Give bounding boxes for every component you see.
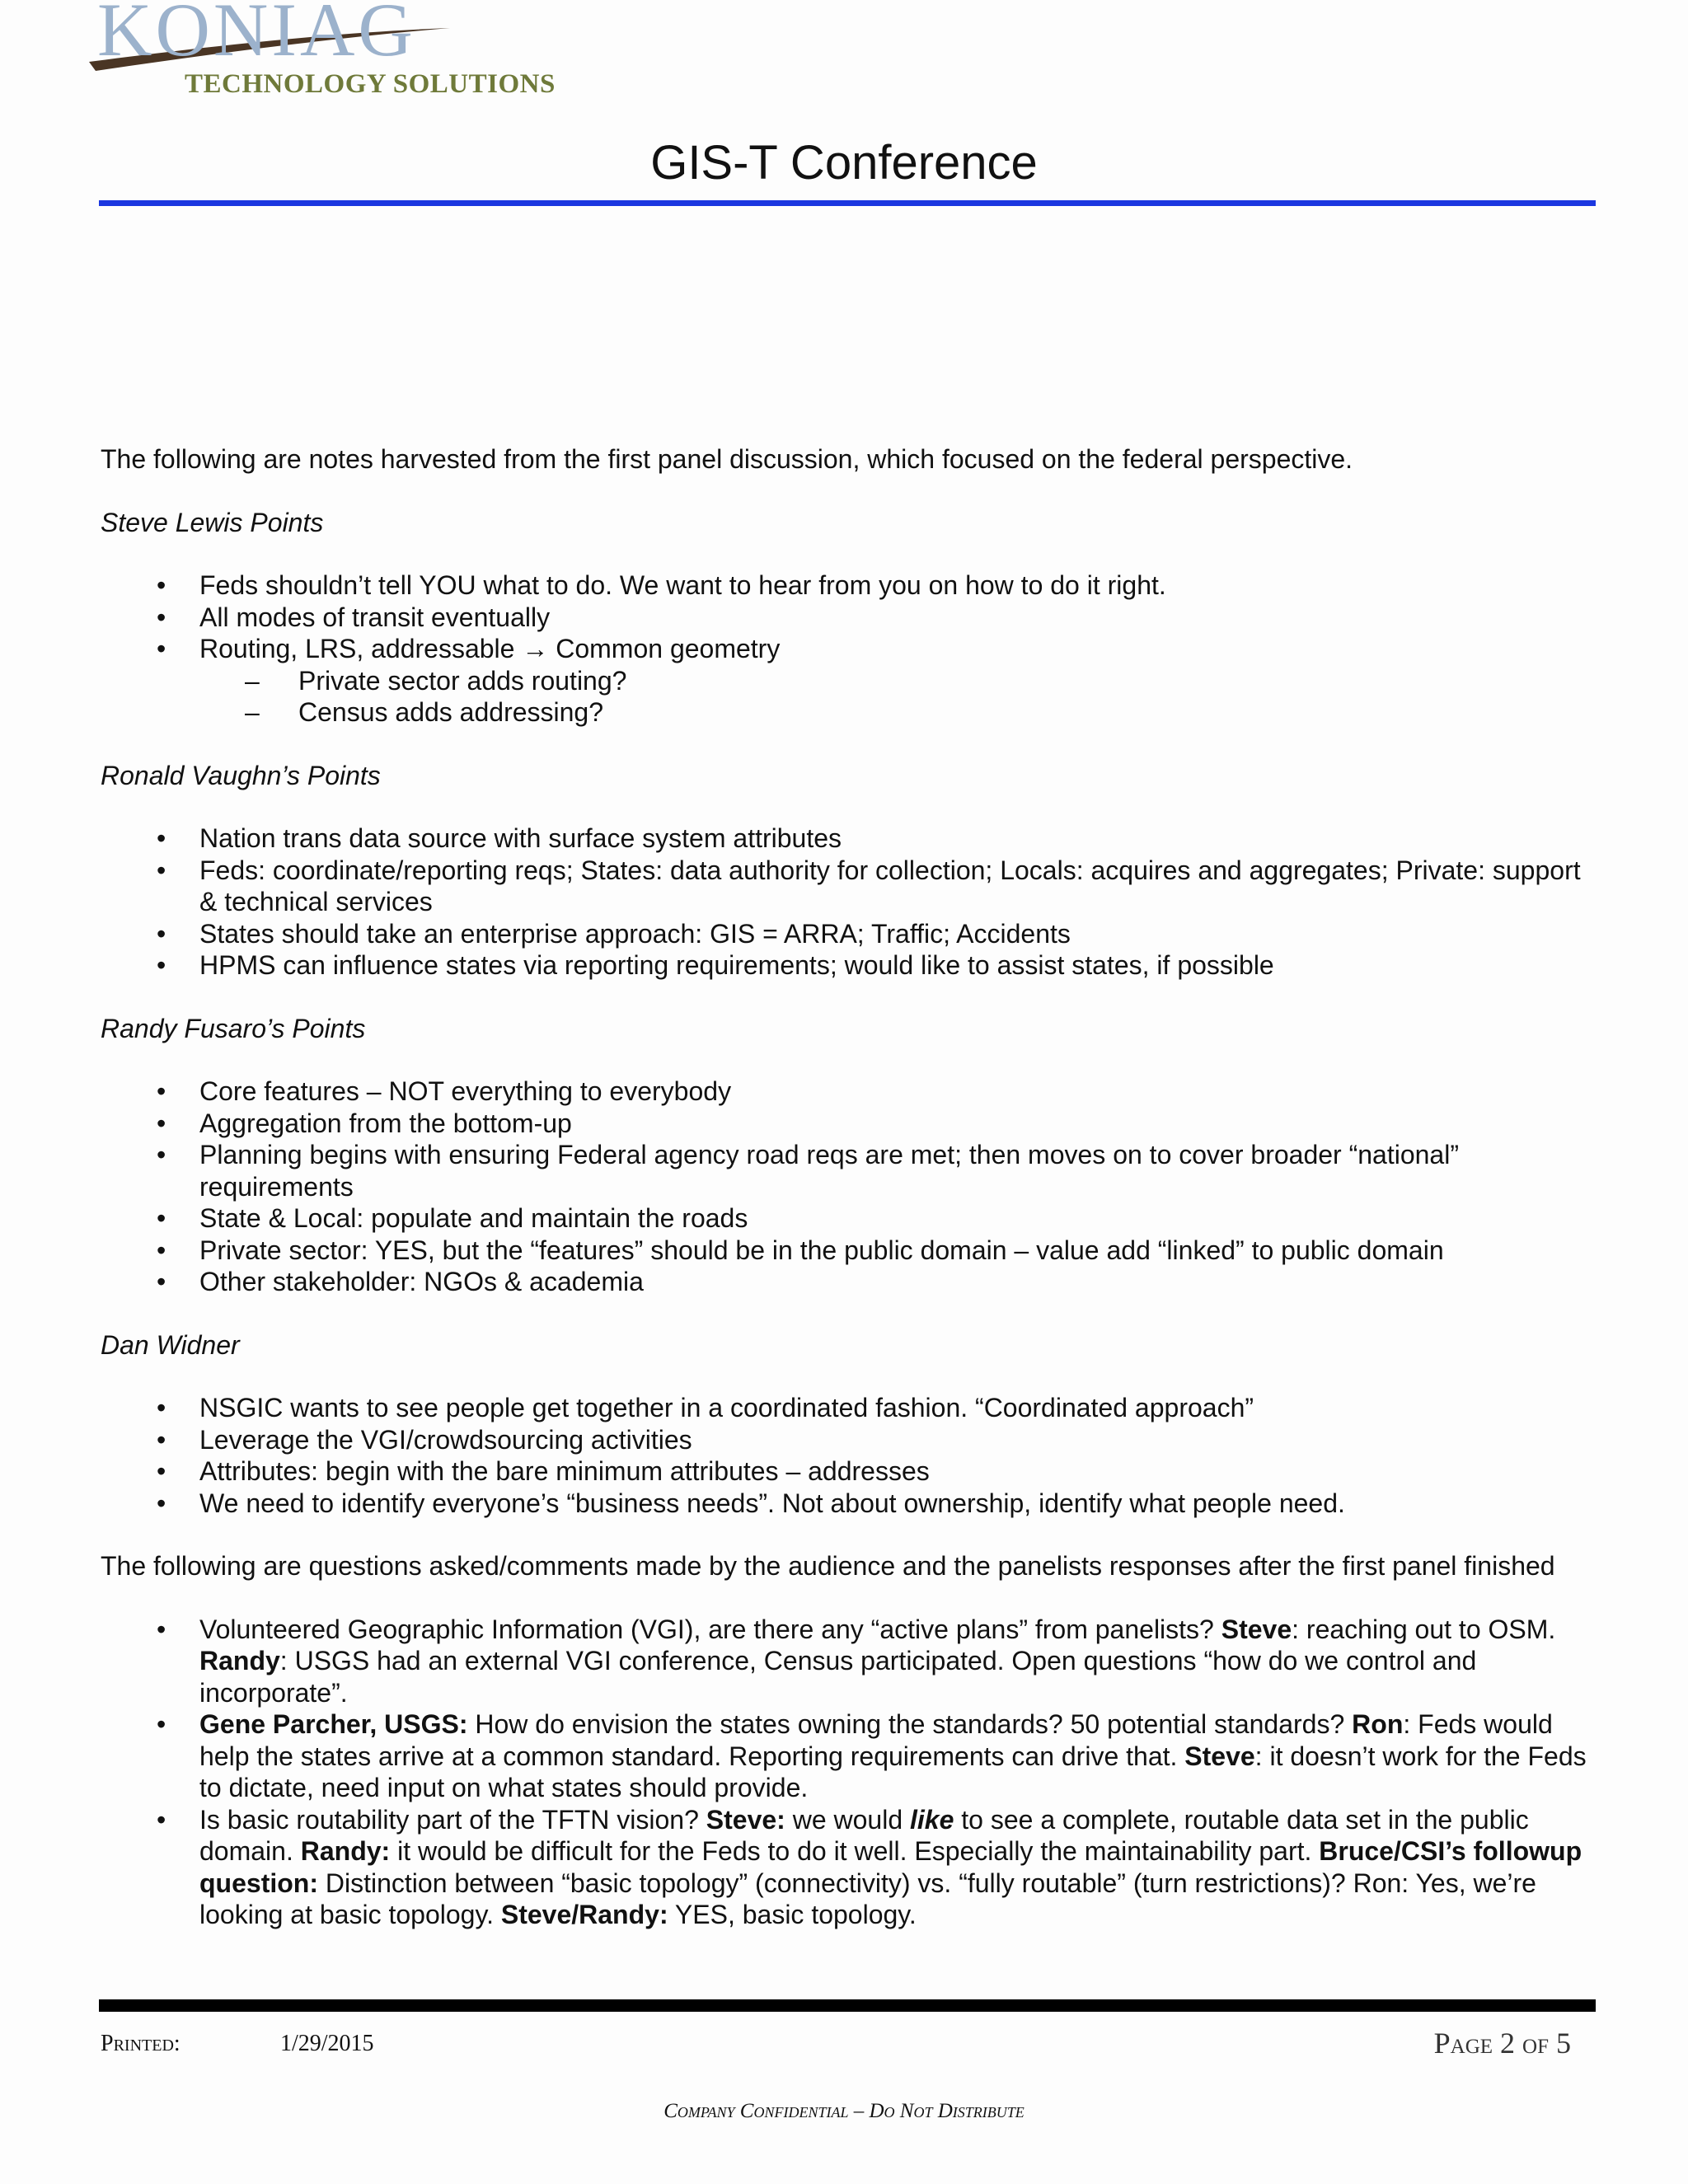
bullet-list	[101, 823, 1601, 982]
list-item: • Routing, LRS, addressable → Common geometry – Private sector adds routing? – Census adds addressing?	[101, 633, 1601, 729]
section-heading: Ronald Vaughn’s Points	[101, 760, 381, 790]
intro-paragraph: The following are notes harvested from the first panel discussion, which focused on the federal perspective.	[101, 444, 1353, 474]
logo-subtitle: TECHNOLOGY SOLUTIONS	[185, 69, 556, 99]
confidential-notice: Company Confidential – Do Not Distribute	[663, 2100, 1025, 2122]
bullet-list	[101, 1076, 1601, 1298]
sub-list	[199, 665, 1601, 729]
sub-list-item: – Private sector adds routing?	[245, 665, 627, 696]
list-item: • Core features – NOT everything to everybody	[157, 1076, 732, 1106]
bullet-list	[101, 1392, 1601, 1519]
arrow-right-icon: →	[522, 634, 549, 663]
question-item: • Gene Parcher, USGS: How do envision the states owning the standards? 50 potential standards? Ron: Feds would help the states arrive at a common standard. Reporting requirements can drive that. Steve: it doesn’t work for the Feds to dictate, need input on what states should provide.	[157, 1709, 1587, 1802]
section-heading: Steve Lewis Points	[101, 507, 324, 537]
list-item: • Feds shouldn’t tell YOU what to do. We want to hear from you on how to do it right.	[157, 570, 1166, 600]
list-item: • Leverage the VGI/crowdsourcing activities	[157, 1424, 692, 1455]
list-item: • Planning begins with ensuring Federal agency road reqs are met; then moves on to cover broader “national” requirements	[157, 1140, 1459, 1202]
list-item: • Aggregation from the bottom-up	[157, 1108, 572, 1138]
page-title: GIS-T Conference	[650, 136, 1038, 190]
printed-date: 1/29/2015	[280, 2031, 374, 2056]
list-item: • State & Local: populate and maintain the roads	[157, 1203, 748, 1233]
question-item: • Is basic routability part of the TFTN vision? Steve: we would like to see a complete, routable data set in the public domain. Randy: it would be difficult for the Feds to do it well. Especially the maintainability part. Bruce/CSI’s followup question: Distinction between “basic topology” (connectivity) vs. “fully routable” (turn restrictions)? Ron: Yes, we’re looking at basic topology. Steve/Randy: YES, basic topology.	[157, 1804, 1582, 1929]
section-heading: Randy Fusaro’s Points	[101, 1013, 366, 1043]
list-item: • All modes of transit eventually	[157, 602, 551, 632]
question-item: • Volunteered Geographic Information (VGI), are there any “active plans” from panelists? Steve: reaching out to OSM. Randy: USGS had an external VGI conference, Census participated. Open questions “how do we control and incorporate”.	[157, 1614, 1556, 1708]
list-item: • NSGIC wants to see people get together in a coordinated fashion. “Coordinated approach”	[157, 1393, 1254, 1422]
printed-label: Printed:	[101, 2031, 181, 2056]
list-item: • Attributes: begin with the bare minimum attributes – addresses	[157, 1456, 930, 1486]
document-body	[101, 443, 1601, 1962]
title-rule	[99, 200, 1596, 206]
list-item: • Nation trans data source with surface system attributes	[157, 823, 842, 853]
list-item: • HPMS can influence states via reporting requirements; would like to assist states, if possible	[157, 950, 1274, 980]
list-item: • States should take an enterprise approach: GIS = ARRA; Traffic; Accidents	[157, 918, 1071, 949]
questions-intro: The following are questions asked/comments made by the audience and the panelists responses after the first panel finished	[101, 1551, 1555, 1581]
list-item: • Private sector: YES, but the “features” should be in the public domain – value add “linked” to public domain	[157, 1235, 1444, 1265]
list-item: • Other stakeholder: NGOs & academia	[157, 1267, 644, 1296]
company-logo	[87, 0, 582, 107]
list-item: • Feds: coordinate/reporting reqs; States: data authority for collection; Locals: acquires and aggregates; Private: support & technical services	[157, 855, 1581, 916]
bullet-list	[101, 569, 1601, 729]
page-number: Page 2 of 5	[1433, 2027, 1571, 2060]
section-heading: Dan Widner	[101, 1329, 240, 1360]
list-item: • We need to identify everyone’s “business needs”. Not about ownership, identify what people need.	[157, 1488, 1345, 1518]
logo-name: KONIAG	[97, 0, 416, 72]
footer-rule	[99, 1999, 1596, 2012]
questions-list	[101, 1614, 1601, 1931]
sub-list-item: – Census adds addressing?	[245, 697, 604, 727]
